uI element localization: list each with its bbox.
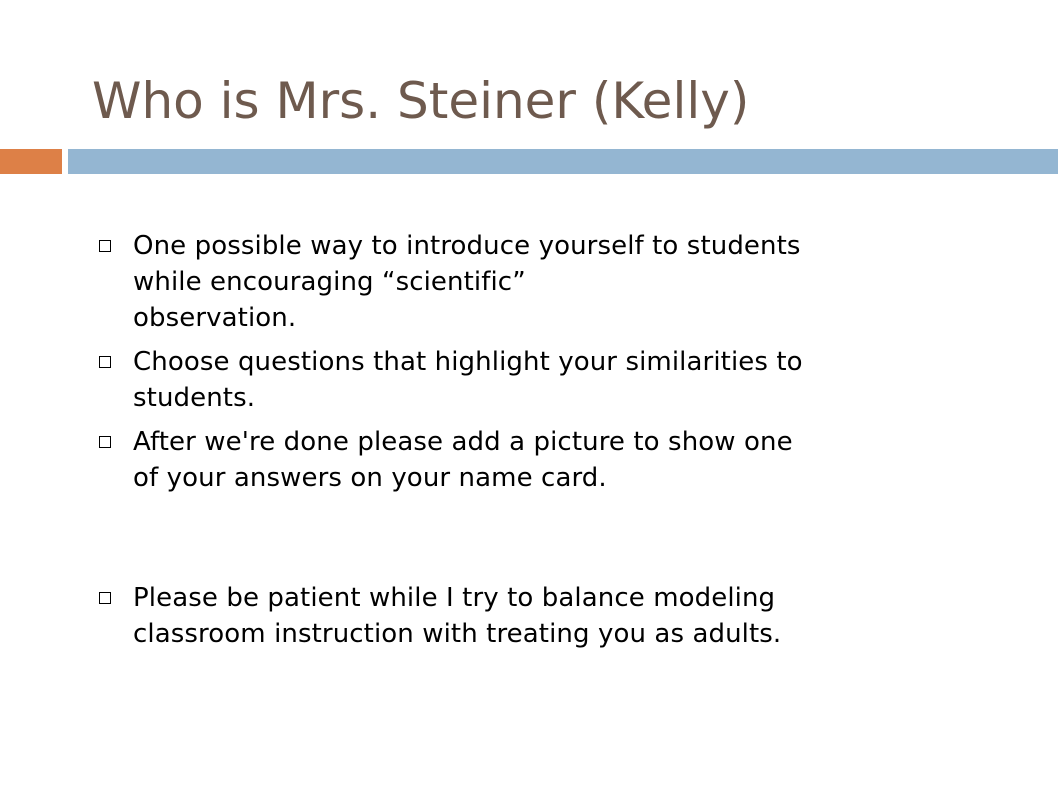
square-bullet-icon bbox=[99, 240, 111, 252]
title-accent-blue-bar bbox=[68, 149, 1058, 174]
square-bullet-icon bbox=[99, 592, 111, 604]
bullet-text: Please be patient while I try to balance modeling classroom instruction with treating you as adults. bbox=[133, 583, 782, 649]
bullet-text: One possible way to introduce yourself to students while encouraging “scientific” observation. bbox=[133, 231, 801, 333]
bullet-item bbox=[96, 228, 996, 336]
title-accent-orange-bar bbox=[0, 149, 62, 174]
bullet-text: Choose questions that highlight your similarities to students. bbox=[133, 347, 803, 413]
square-bullet-icon bbox=[99, 436, 111, 448]
bullet-item bbox=[96, 344, 996, 416]
bullet-text: After we're done please add a picture to show one of your answers on your name card. bbox=[133, 427, 793, 493]
bullet-item bbox=[96, 580, 996, 652]
square-bullet-icon bbox=[99, 356, 111, 368]
slide-title: Who is Mrs. Steiner (Kelly) bbox=[92, 72, 750, 130]
bullet-list bbox=[96, 228, 996, 652]
bullet-item bbox=[96, 424, 996, 496]
